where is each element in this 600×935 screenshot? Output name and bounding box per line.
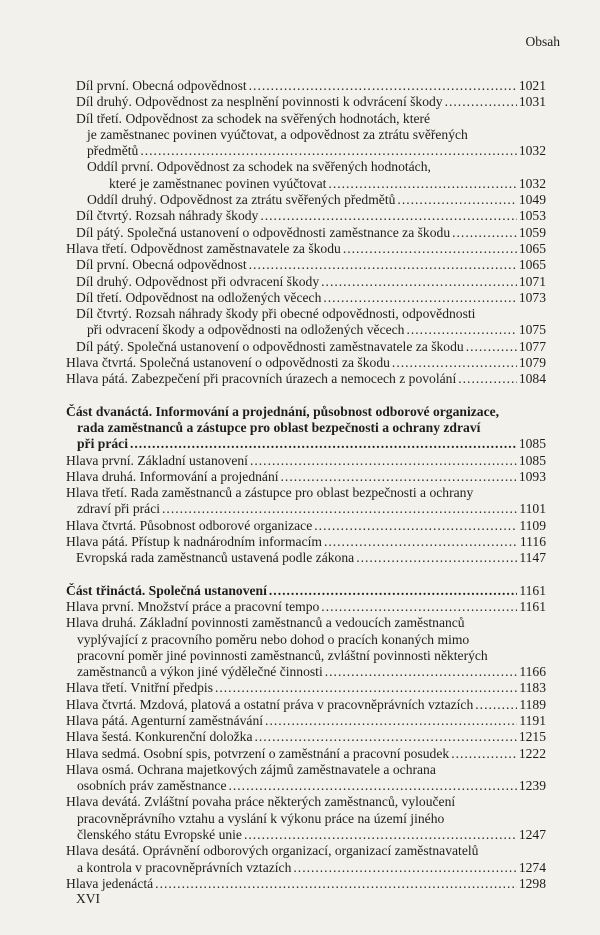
toc-entry-title-line: které je zaměstnanec povinen vyúčtovat — [109, 175, 327, 191]
toc-entry-title-line: Díl čtvrtý. Rozsah náhrady škody — [76, 208, 259, 224]
dot-leader — [293, 860, 516, 876]
toc-entry-page: 1085 — [518, 452, 546, 468]
dot-leader — [343, 241, 517, 257]
toc-entry[interactable] — [66, 241, 546, 257]
dot-leader — [155, 876, 517, 892]
toc-entry[interactable] — [66, 469, 546, 485]
toc-entry-page: 1215 — [518, 729, 546, 745]
dot-leader — [475, 697, 517, 713]
dot-leader — [324, 534, 518, 550]
dot-leader — [466, 339, 517, 355]
toc-entry-title-line: Hlava první. Základní ustanovení — [66, 452, 248, 468]
toc-entry-title-line: Hlava jedenáctá — [66, 875, 154, 891]
toc-entry[interactable] — [76, 274, 546, 290]
toc-entry[interactable] — [66, 518, 546, 534]
toc-entry-title-line: Hlava druhá. Základní povinnosti zaměstnanců a vedoucích zaměstnanců — [66, 615, 465, 631]
toc-entry-title-line: pracovněprávního vztahu a vyslání k výkonu práce na území jiného — [77, 810, 445, 826]
toc-entry[interactable] — [66, 876, 546, 892]
toc-entry[interactable] — [66, 697, 546, 713]
toc-entry-page: 1032 — [518, 175, 546, 191]
toc-entry-page: 1071 — [518, 273, 546, 289]
toc-entry-title-line: Díl čtvrtý. Rozsah náhrady škody při obecné odpovědnosti, odpovědnosti — [76, 306, 476, 322]
dot-leader — [323, 290, 516, 306]
toc-entry-page: 1049 — [518, 192, 546, 208]
toc-entry-title-line: Díl třetí. Odpovědnost za schodek na svěřených hodnotách, které — [76, 110, 431, 126]
toc-entry[interactable] — [66, 599, 546, 615]
toc-entry[interactable] — [66, 843, 546, 876]
dot-leader — [162, 501, 517, 517]
toc-entry[interactable] — [66, 746, 546, 762]
toc-entry[interactable] — [66, 371, 546, 387]
dot-leader — [215, 680, 517, 696]
toc-entry-title-line: vyplývající z pracovního poměru nebo dohod o pracích konaných mimo — [77, 631, 470, 647]
toc-entry-title-line: Hlava čtvrtá. Mzdová, platová a ostatní práva v pracovněprávních vztazích — [66, 696, 474, 712]
toc-entry[interactable] — [66, 713, 546, 729]
toc-entry[interactable] — [76, 257, 546, 273]
toc-entry-page: 1053 — [518, 208, 546, 224]
dot-leader — [325, 664, 518, 680]
toc-entry-title-line: Hlava osmá. Ochrana majetkových zájmů zaměstnavatele a ochrana — [66, 761, 436, 777]
toc-entry-title-line: Hlava šestá. Konkurenční doložka — [66, 729, 253, 745]
toc-entry-title-line: Díl pátý. Společná ustanovení o odpovědnosti zaměstnance za škodu — [76, 224, 451, 240]
dot-leader — [356, 550, 517, 566]
toc-entry-page: 1021 — [518, 78, 546, 93]
toc-entry-page: 1101 — [519, 501, 546, 517]
toc-entry-title-line: Hlava druhá. Informování a projednání — [66, 468, 279, 484]
toc-entry-page: 1247 — [518, 827, 546, 843]
dot-leader — [445, 94, 517, 110]
toc-entry-title-line: Díl třetí. Odpovědnost na odložených věcech — [76, 289, 322, 305]
toc-entry-title-line: Hlava čtvrtá. Společná ustanovení o odpovědnosti za škodu — [66, 355, 390, 371]
toc-entry-title-line: Evropská rada zaměstnanců ustavená podle zákona — [76, 550, 355, 566]
toc-entry-page: 1239 — [518, 778, 546, 794]
toc-entry-title-line: zdraví při práci — [77, 501, 161, 517]
toc-entry[interactable] — [66, 615, 546, 680]
dot-leader — [314, 518, 517, 534]
toc-entry[interactable] — [76, 78, 546, 94]
toc-entry-title-line: Hlava třetí. Odpovědnost zaměstnavatele za škodu — [66, 240, 341, 256]
toc-entry-title-line: zaměstnanců a výkon jiné výdělečné činnosti — [77, 664, 323, 680]
toc-entry-title-line: Hlava pátá. Přístup k nadnárodním informacím — [66, 534, 322, 550]
dot-leader — [392, 355, 517, 371]
toc-entry-page: 1147 — [519, 550, 546, 566]
toc-entry-page: 1085 — [518, 436, 546, 452]
dot-leader — [265, 713, 517, 729]
toc-entry-page: 1222 — [518, 745, 546, 761]
toc-entry-page: 1161 — [519, 598, 546, 614]
toc-entry-title-line: Hlava první. Množství práce a pracovní tempo — [66, 598, 320, 614]
toc-entry-page: 1031 — [518, 94, 546, 110]
toc-entry-title-line: Díl pátý. Společná ustanovení o odpovědnosti zaměstnavatele za škodu — [76, 338, 464, 354]
toc-entry-title-line: Hlava třetí. Vnitřní předpis — [66, 680, 213, 696]
toc-entry-title-line: Část třináctá. Společná ustanovení — [66, 582, 267, 598]
toc-entry-page: 1298 — [518, 875, 546, 891]
toc-entry[interactable] — [76, 290, 546, 306]
dot-leader — [397, 192, 516, 208]
toc-entry[interactable] — [76, 339, 546, 355]
dot-leader — [228, 778, 516, 794]
dot-leader — [458, 371, 517, 387]
dot-leader — [249, 257, 517, 273]
toc-entry[interactable] — [76, 111, 546, 160]
toc-entry-title-line: a kontrola v pracovněprávních vztazích — [77, 859, 292, 875]
toc-entry-title-line: Díl první. Obecná odpovědnost — [76, 257, 247, 273]
toc-entry[interactable] — [66, 453, 546, 469]
section-gap — [76, 388, 546, 404]
toc-entry-title-line: Hlava pátá. Agenturní zaměstnávání — [66, 712, 264, 728]
toc-entry-page: 1079 — [518, 355, 546, 371]
dot-leader — [451, 746, 517, 762]
toc-entry-title-line: Hlava třetí. Rada zaměstnanců a zástupce pro oblast bezpečnosti a ochrany — [66, 485, 474, 501]
toc-entry-title-line: předmětů — [87, 143, 139, 159]
section-gap — [76, 567, 546, 583]
toc-entry[interactable] — [66, 794, 546, 843]
toc-entry[interactable] — [76, 94, 546, 110]
toc-entry-title-line: při odvracení škody a odpovědnosti na odložených věcech — [87, 322, 405, 338]
toc-entry-page: 1274 — [518, 859, 546, 875]
toc-entry-page: 1109 — [519, 517, 546, 533]
running-head: Obsah — [525, 34, 560, 49]
toc-entry[interactable] — [66, 534, 546, 550]
toc-entry-title-line: Díl druhý. Odpovědnost při odvracení škody — [76, 273, 320, 289]
toc-entry-title-line: Hlava pátá. Zabezpečení při pracovních úrazech a nemocech z povolání — [66, 371, 457, 387]
toc-entry-title-line: Hlava devátá. Zvláštní povaha práce některých zaměstnanců, vyloučení — [66, 794, 456, 810]
toc-entry-page: 1059 — [518, 224, 546, 240]
dot-leader — [269, 583, 517, 599]
dot-leader — [321, 599, 517, 615]
toc-entry[interactable] — [66, 404, 546, 453]
page-number: XVI — [76, 891, 100, 906]
toc-entry-page: 1161 — [519, 582, 546, 598]
toc-entry[interactable] — [76, 159, 546, 192]
toc-entry-page: 1189 — [519, 696, 546, 712]
dot-leader — [254, 729, 516, 745]
toc-entry-page: 1093 — [518, 468, 546, 484]
toc-entry-page: 1191 — [519, 712, 546, 728]
toc-entry-title-line: Oddíl první. Odpovědnost za schodek na svěřených hodnotách, — [87, 159, 431, 175]
dot-leader — [250, 453, 517, 469]
dot-leader — [281, 469, 517, 485]
toc-entry-title-line: Oddíl druhý. Odpovědnost za ztrátu svěřených předmětů — [87, 192, 396, 208]
toc-entry-page: 1075 — [518, 322, 546, 338]
toc-entry-title-line: rada zaměstnanců a zástupce pro oblast bezpečnosti a ochrany zdraví — [77, 419, 481, 435]
toc-entry[interactable] — [66, 762, 546, 795]
toc-entry-page: 1065 — [518, 257, 546, 273]
dot-leader — [130, 436, 517, 452]
toc-entry[interactable] — [66, 583, 546, 599]
toc-entry-page: 1032 — [518, 143, 546, 159]
toc-entry[interactable] — [76, 192, 546, 208]
toc-entry-title-line: Hlava desátá. Oprávnění odborových organizací, organizací zaměstnavatelů — [66, 843, 479, 859]
toc-entry[interactable] — [76, 306, 546, 339]
toc-entry-title-line: Část dvanáctá. Informování a projednání, působnost odborové organizace, — [66, 403, 500, 419]
toc-entry[interactable] — [66, 729, 546, 745]
toc-entry[interactable] — [76, 550, 546, 566]
toc-entry-page: 1077 — [518, 338, 546, 354]
toc-entry-title-line: pracovní poměr jiné povinnosti zaměstnanců, zvláštní povinnosti některých — [77, 647, 488, 663]
dot-leader — [260, 208, 516, 224]
toc-entry[interactable] — [66, 680, 546, 696]
toc-entry-page: 1116 — [519, 534, 546, 550]
toc-entry[interactable] — [76, 225, 546, 241]
table-of-contents — [66, 78, 546, 892]
dot-leader — [140, 143, 516, 159]
toc-entry-title-line: Hlava sedmá. Osobní spis, potvrzení o zaměstnání a pracovní posudek — [66, 745, 450, 761]
toc-entry-title-line: osobních práv zaměstnance — [77, 778, 227, 794]
toc-entry[interactable] — [66, 485, 546, 518]
dot-leader — [244, 827, 517, 843]
toc-entry-title-line: při práci — [77, 436, 128, 452]
dot-leader — [452, 225, 517, 241]
dot-leader — [321, 274, 517, 290]
toc-entry-title-line: Díl druhý. Odpovědnost za nesplnění povinnosti k odvrácení škody — [76, 94, 443, 110]
toc-entry[interactable] — [76, 208, 546, 224]
toc-entry-page: 1183 — [519, 680, 546, 696]
dot-leader — [249, 78, 517, 94]
toc-entry-title-line: Hlava čtvrtá. Působnost odborové organizace — [66, 517, 313, 533]
toc-entry-page: 1166 — [519, 664, 546, 680]
toc-entry[interactable] — [66, 355, 546, 371]
toc-entry-title-line: Díl první. Obecná odpovědnost — [76, 78, 247, 93]
toc-entry-title-line: členského státu Evropské unie — [77, 827, 242, 843]
dot-leader — [406, 322, 516, 338]
toc-entry-title-line: je zaměstnanec povinen vyúčtovat, a odpovědnost za ztrátu svěřených — [87, 126, 468, 142]
toc-entry-page: 1065 — [518, 240, 546, 256]
toc-entry-page: 1084 — [518, 371, 546, 387]
dot-leader — [328, 176, 516, 192]
toc-entry-page: 1073 — [518, 289, 546, 305]
